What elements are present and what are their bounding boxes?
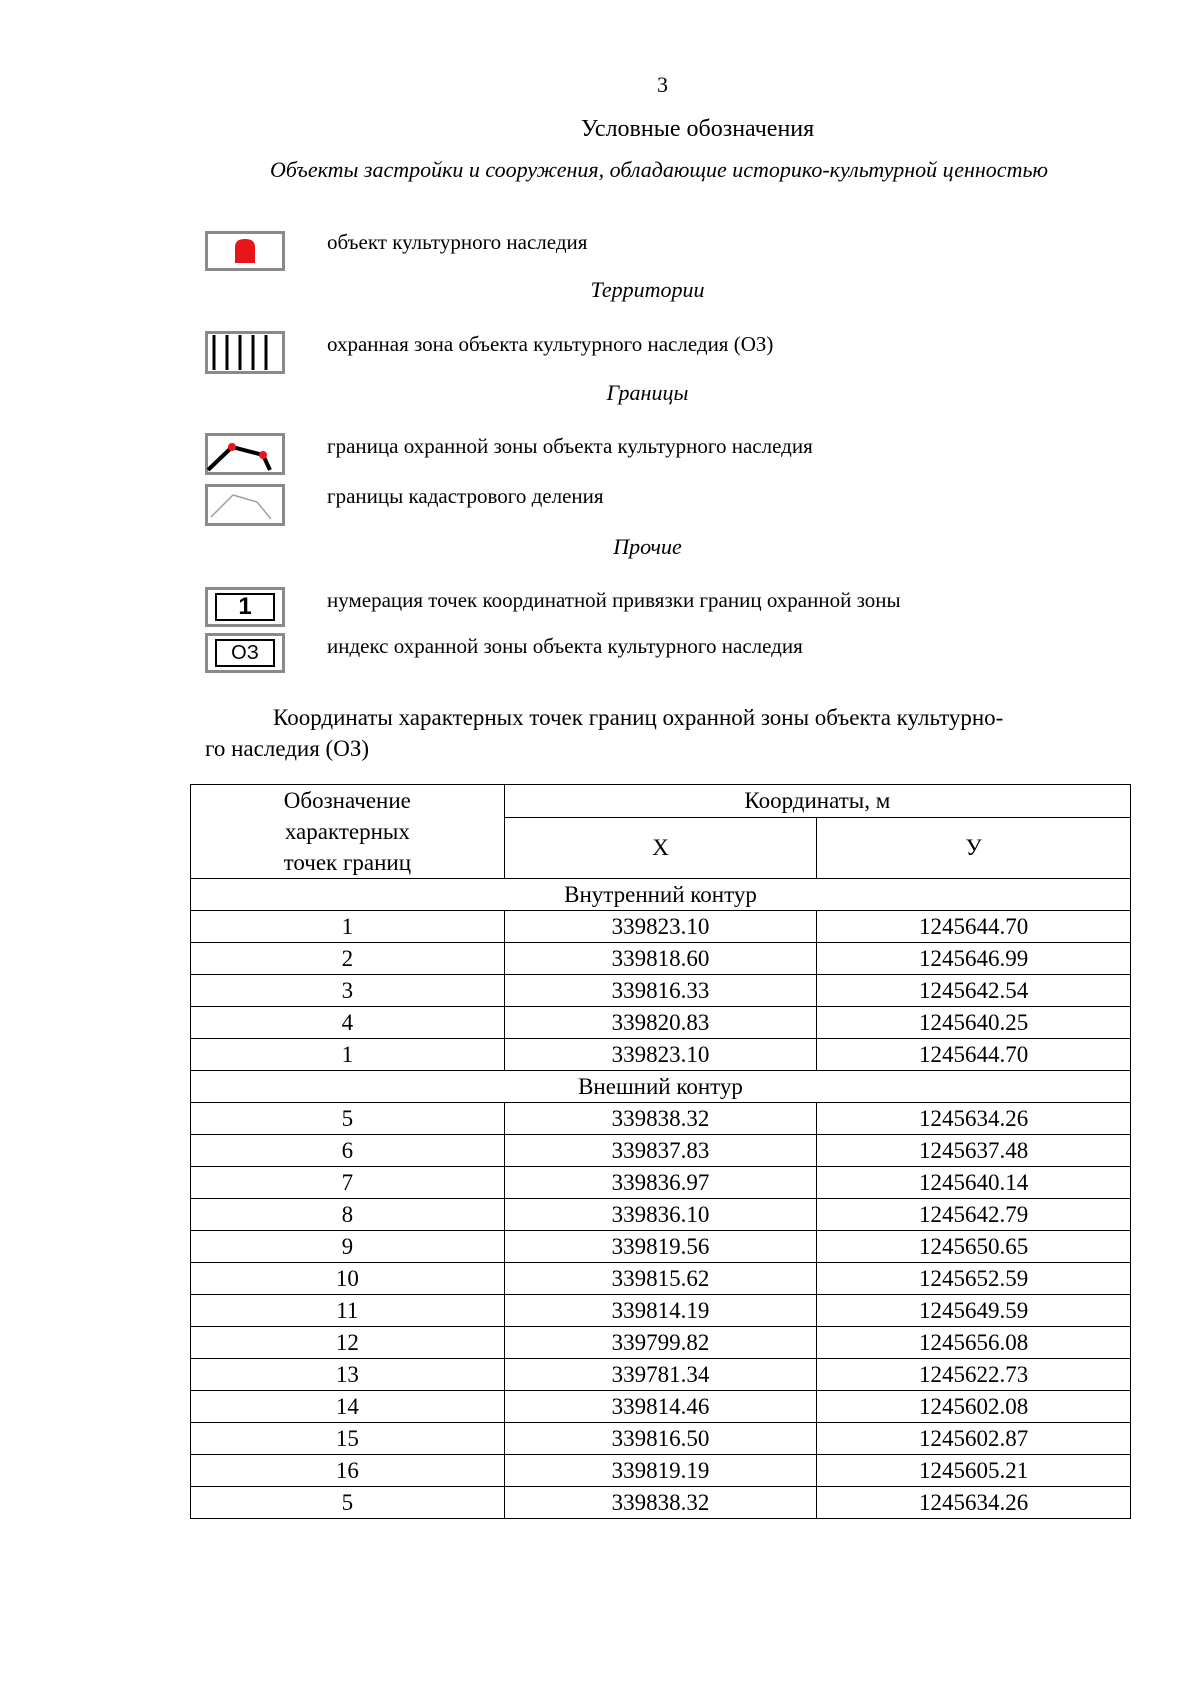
table-row [191, 1423, 1131, 1455]
x-cell: 339819.19 [504, 1455, 817, 1487]
table-row [191, 1455, 1131, 1487]
inner-contour-label: Внутренний контур [191, 879, 1131, 911]
y-cell: 1245644.70 [817, 1039, 1131, 1071]
coords-heading [205, 702, 1130, 764]
table-row [191, 1199, 1131, 1231]
x-header: Х [504, 817, 817, 878]
y-cell: 1245649.59 [817, 1295, 1131, 1327]
point-cell: 8 [191, 1199, 505, 1231]
table-row [191, 1103, 1131, 1135]
y-cell: 1245640.14 [817, 1167, 1131, 1199]
heritage-object-icon [205, 231, 285, 271]
y-cell: 1245637.48 [817, 1135, 1131, 1167]
point-cell: 7 [191, 1167, 505, 1199]
table-row [191, 911, 1131, 943]
x-cell: 339781.34 [504, 1359, 817, 1391]
y-cell: 1245642.54 [817, 975, 1131, 1007]
section-territories: Территории [590, 277, 705, 302]
point-cell: 2 [191, 943, 505, 975]
legend-zone-border: граница охранной зоны объекта культурного наследия [327, 434, 813, 458]
table-row [191, 1391, 1131, 1423]
y-header: У [817, 817, 1131, 878]
x-cell: 339799.82 [504, 1327, 817, 1359]
point-cell: 4 [191, 1007, 505, 1039]
y-cell: 1245622.73 [817, 1359, 1131, 1391]
point-cell: 9 [191, 1231, 505, 1263]
point-cell: 1 [191, 911, 505, 943]
table-row [191, 1295, 1131, 1327]
coordinates-table [190, 784, 1131, 1519]
y-cell: 1245634.26 [817, 1103, 1131, 1135]
legend-cadastral-border: границы кадастрового деления [327, 484, 604, 508]
point-cell: 12 [191, 1327, 505, 1359]
section-other: Прочие [613, 534, 682, 559]
coords-heading-line1: Координаты характерных точек границ охранной зоны объекта культурно- [273, 705, 1004, 730]
table-row [191, 975, 1131, 1007]
coords-heading-line2: го наследия (ОЗ) [205, 736, 370, 761]
table-row [191, 1007, 1131, 1039]
y-cell: 1245646.99 [817, 943, 1131, 975]
point-cell: 3 [191, 975, 505, 1007]
x-cell: 339823.10 [504, 1039, 817, 1071]
point-cell: 11 [191, 1295, 505, 1327]
legend-protection-zone: охранная зона объекта культурного наследия (ОЗ) [327, 332, 774, 356]
x-cell: 339814.46 [504, 1391, 817, 1423]
legend-title: Условные обозначения [580, 116, 815, 142]
point-cell: 6 [191, 1135, 505, 1167]
y-cell: 1245634.26 [817, 1487, 1131, 1519]
x-cell: 339837.83 [504, 1135, 817, 1167]
page-number: 3 [657, 72, 668, 97]
point-cell: 5 [191, 1487, 505, 1519]
x-cell: 339815.62 [504, 1263, 817, 1295]
point-cell: 14 [191, 1391, 505, 1423]
y-cell: 1245644.70 [817, 911, 1131, 943]
table-row [191, 1135, 1131, 1167]
x-cell: 339820.83 [504, 1007, 817, 1039]
x-cell: 339816.50 [504, 1423, 817, 1455]
outer-contour-label: Внешний контур [191, 1071, 1131, 1103]
outer-contour-row [191, 1071, 1131, 1103]
point-numbering-icon-label: 1 [215, 593, 275, 621]
table-row [191, 943, 1131, 975]
point-designation-header [191, 785, 505, 879]
table-row [191, 1487, 1131, 1519]
inner-contour-row [191, 879, 1131, 911]
legend-subtitle: Объекты застройки и сооружения, обладающие историко-культурной ценностью [270, 157, 1048, 182]
table-row [191, 1039, 1131, 1071]
y-cell: 1245602.87 [817, 1423, 1131, 1455]
y-cell: 1245605.21 [817, 1455, 1131, 1487]
x-cell: 339836.97 [504, 1167, 817, 1199]
cadastral-border-icon [205, 484, 285, 526]
y-cell: 1245650.65 [817, 1231, 1131, 1263]
point-header-line: характерных [284, 819, 410, 844]
zone-border-icon [205, 433, 285, 475]
point-cell: 1 [191, 1039, 505, 1071]
x-cell: 339838.32 [504, 1487, 817, 1519]
y-cell: 1245602.08 [817, 1391, 1131, 1423]
table-row [191, 1359, 1131, 1391]
protection-zone-hatch-icon [205, 331, 285, 374]
y-cell: 1245652.59 [817, 1263, 1131, 1295]
table-row [191, 1167, 1131, 1199]
table-row [191, 1231, 1131, 1263]
x-cell: 339823.10 [504, 911, 817, 943]
x-cell: 339838.32 [504, 1103, 817, 1135]
x-cell: 339818.60 [504, 943, 817, 975]
coordinates-header: Координаты, м [504, 785, 1130, 818]
x-cell: 339819.56 [504, 1231, 817, 1263]
point-header-line: Обозначение [283, 788, 411, 813]
zone-index-icon [205, 633, 285, 673]
table-row [191, 1327, 1131, 1359]
y-cell: 1245656.08 [817, 1327, 1131, 1359]
y-cell: 1245640.25 [817, 1007, 1131, 1039]
section-borders: Границы [606, 380, 689, 405]
point-numbering-icon [205, 587, 285, 627]
x-cell: 339814.19 [504, 1295, 817, 1327]
legend-heritage-object: объект культурного наследия [327, 230, 588, 254]
point-cell: 5 [191, 1103, 505, 1135]
point-cell: 16 [191, 1455, 505, 1487]
point-cell: 15 [191, 1423, 505, 1455]
table-row [191, 1263, 1131, 1295]
x-cell: 339836.10 [504, 1199, 817, 1231]
point-cell: 10 [191, 1263, 505, 1295]
zone-index-icon-label: ОЗ [215, 639, 275, 667]
legend-point-numbering: нумерация точек координатной привязки границ охранной зоны [327, 588, 901, 612]
y-cell: 1245642.79 [817, 1199, 1131, 1231]
legend-zone-index: индекс охранной зоны объекта культурного наследия [327, 634, 803, 658]
point-header-line: точек границ [283, 850, 412, 875]
point-cell: 13 [191, 1359, 505, 1391]
x-cell: 339816.33 [504, 975, 817, 1007]
